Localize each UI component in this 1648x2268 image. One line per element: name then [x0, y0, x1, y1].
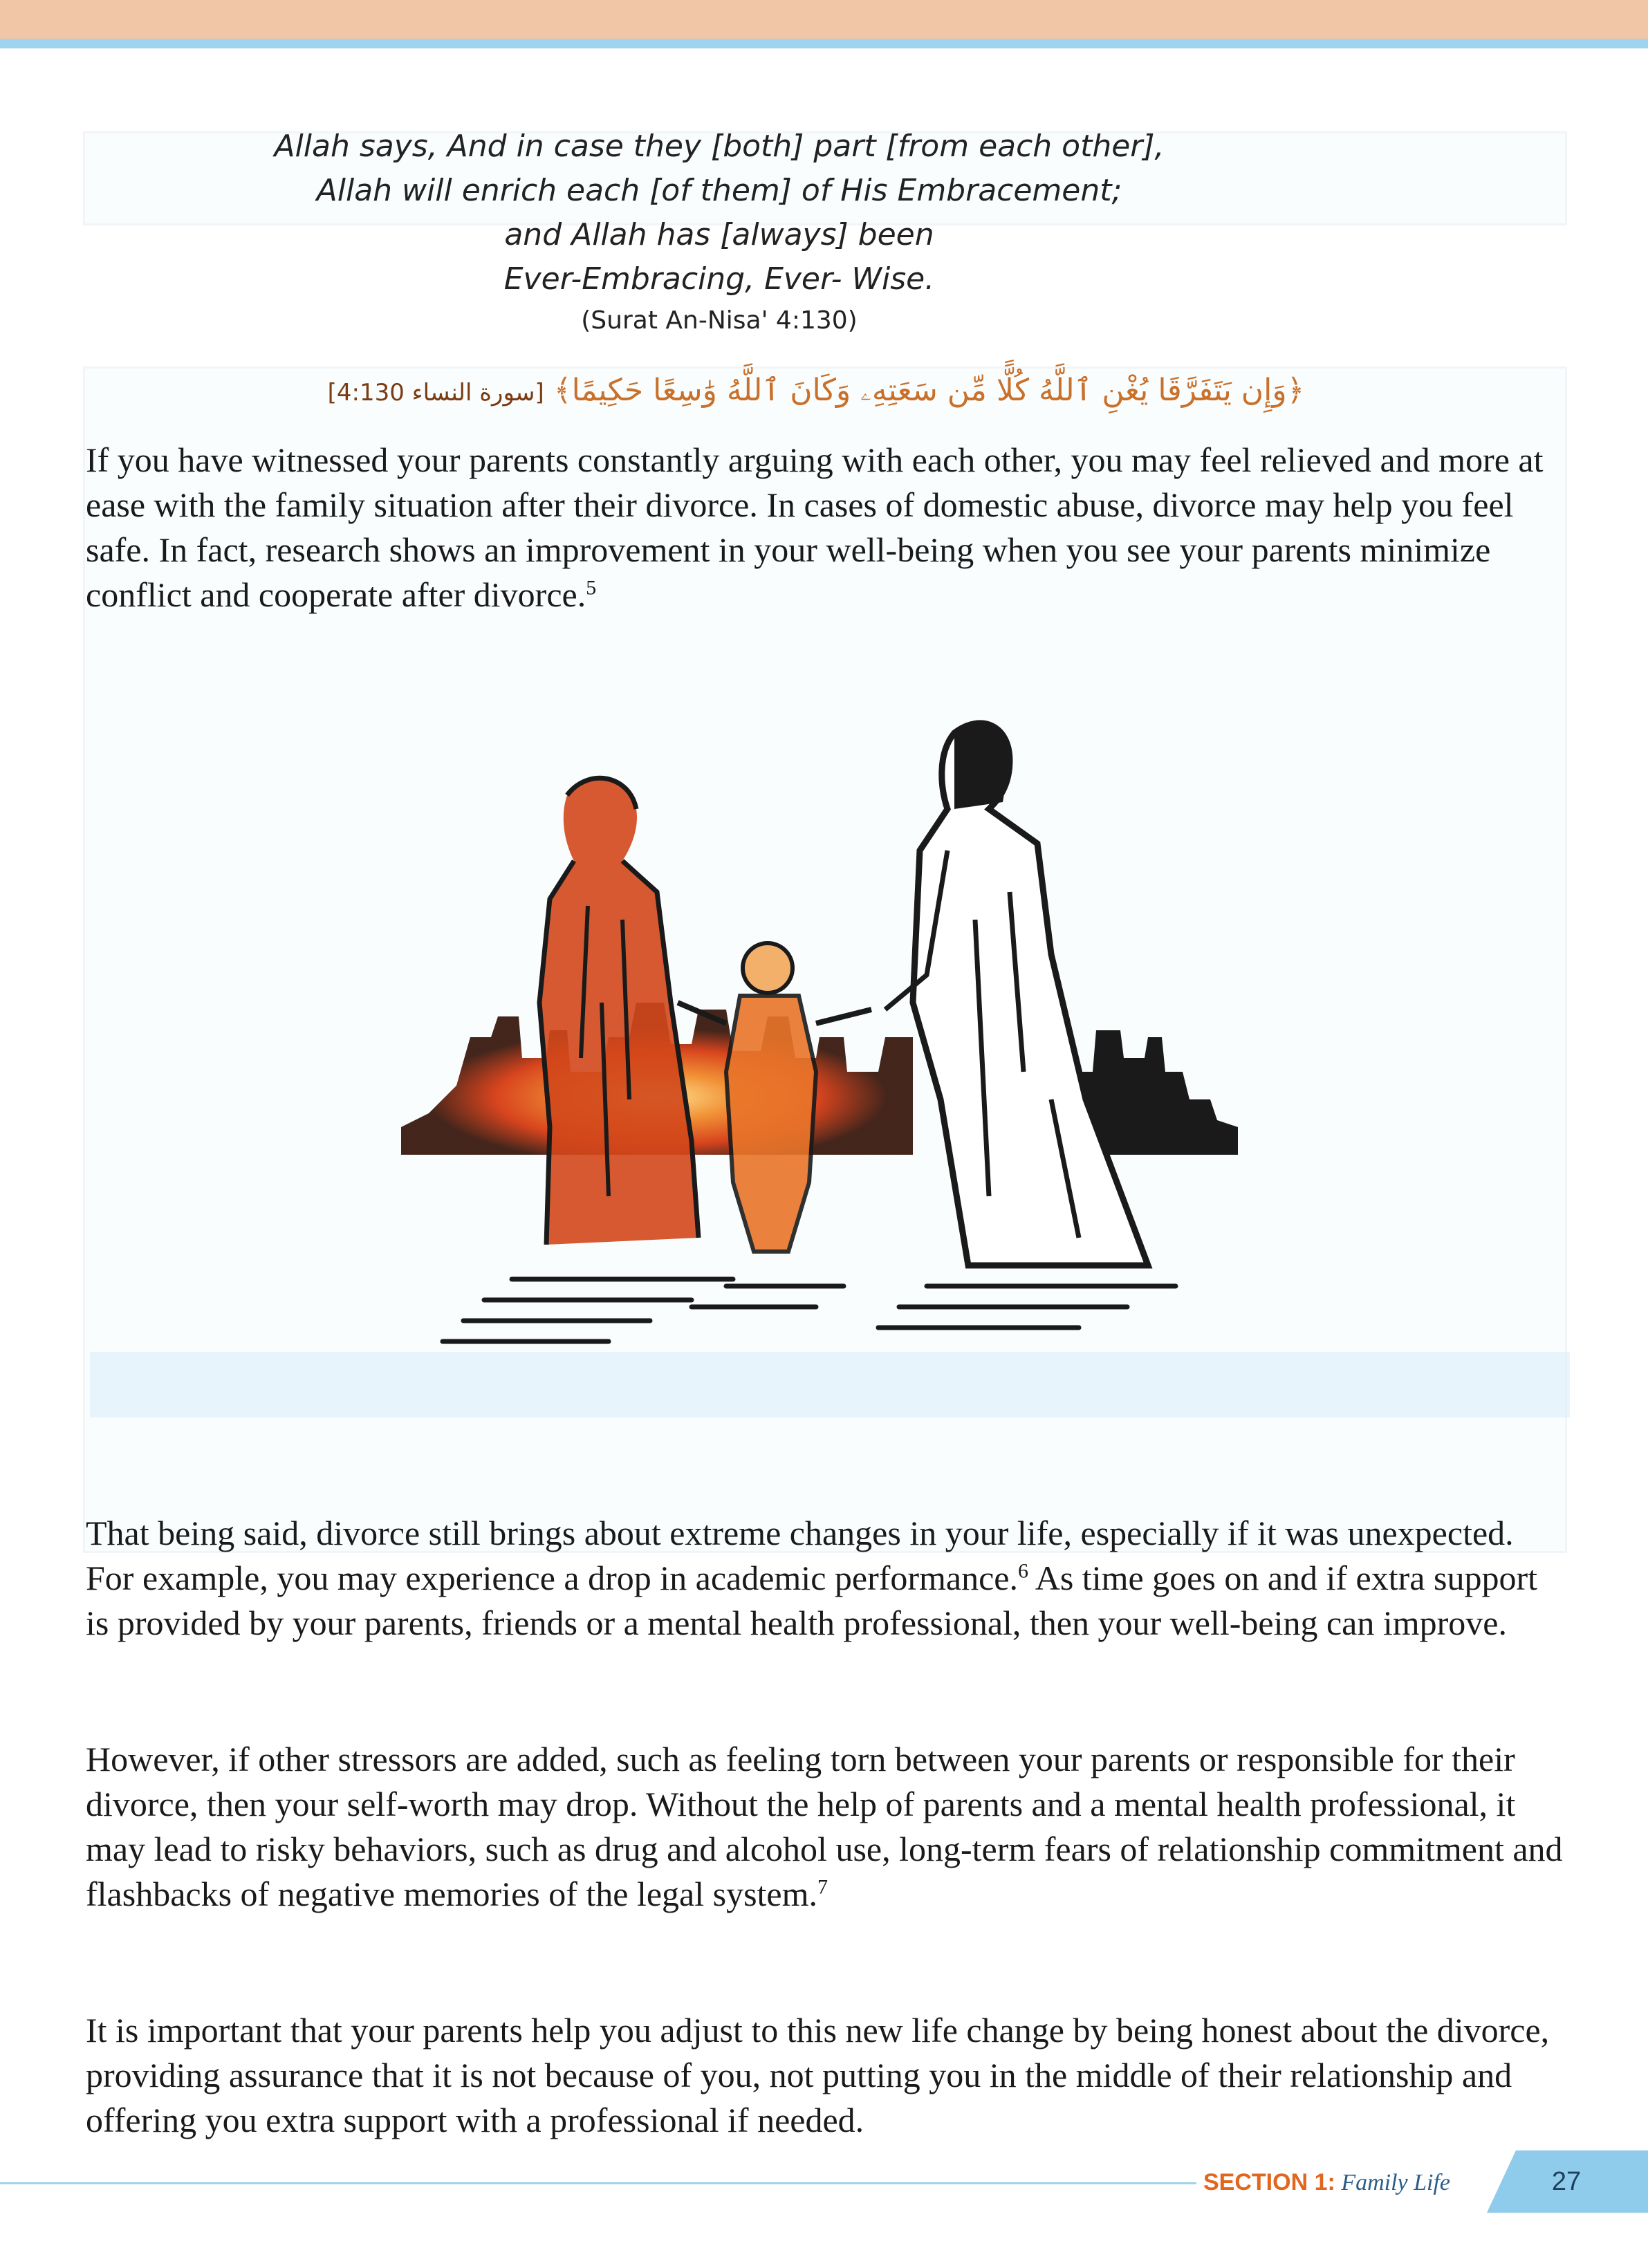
footnote-marker: 6 [1018, 1559, 1028, 1583]
paragraph-1 [86, 438, 1566, 617]
paragraph-1-text: If you have witnessed your parents constantly arguing with each other, you may feel relieved and more at ease with the family situation after their divorce. In cases of domestic abuse, divorce may help you feel safe. In fact, research shows an improvement in your well-being when you see your parents minimize conflict and cooperate after divorce. [86, 440, 1544, 614]
arabic-verse [304, 366, 1328, 415]
family-walking-illustration [401, 712, 1342, 1376]
quote-line: Allah says, And in case they [both] part [from each other], [274, 129, 1165, 164]
paragraph-2-text-continued: As time goes on and if extra support is provided by your parents, friends or a mental health professional, then your well-being can improve. [86, 1559, 1537, 1642]
top-blue-rule [0, 39, 1648, 48]
paragraph-2-text: That being said, divorce still brings about extreme changes in your life, especially if it was unexpected. For example, you may experience a drop in academic performance. [86, 1514, 1514, 1597]
footnote-marker: 5 [586, 576, 597, 599]
arabic-verse-text: ﴿وَإِن يَتَفَرَّقَا يُغْنِ ٱللَّهُ كُلًّا مِّن سَعَتِهِۦ وَكَانَ ٱللَّهُ وَٰسِعًا حَكِيمًا﴾ [553, 373, 1305, 408]
quote-reference: (Surat An-Nisa' 4:130) [581, 306, 858, 335]
quote-line: Allah will enrich each [of them] of His Embracement; [316, 173, 1122, 208]
arabic-verse-reference: [سورة النساء 4:130] [327, 379, 544, 407]
ground-lines-icon [443, 1279, 1176, 1341]
paragraph-4 [86, 2008, 1566, 2143]
section-number: SECTION 1: [1203, 2169, 1335, 2195]
paragraph-4-text: It is important that your parents help you adjust to this new life change by being honest about the divorce, providing assurance that it is not because of you, not putting you in the middle of their relationship and offering you extra support with a professional if needed. [86, 2011, 1550, 2139]
footer-rule [0, 2182, 1196, 2184]
mother-figure-icon [539, 778, 698, 1245]
quote-line: and Allah has [always] been [504, 217, 934, 252]
top-color-band [0, 0, 1648, 39]
page-number: 27 [1551, 2167, 1582, 2196]
section-title: Family Life [1341, 2170, 1451, 2195]
father-figure-icon [885, 723, 1148, 1265]
quote-line: Ever-Embracing, Ever- Wise. [503, 261, 935, 297]
quran-quote [207, 124, 1231, 340]
paragraph-3-text: However, if other stressors are added, such as feeling torn between your parents or responsible for their divorce, then your self-worth may drop. Without the help of parents and a mental health professional, it may lead to risky behaviors, such as drug and alcohol use, long-term fears of relationship commitment and flashbacks of negative memories of the legal system. [86, 1740, 1563, 1913]
footer-section-label [1203, 2163, 1450, 2202]
paragraph-2 [86, 1511, 1566, 1646]
city-skyline-icon [401, 1003, 1238, 1155]
footnote-marker: 7 [817, 1875, 828, 1899]
paragraph-3 [86, 1737, 1566, 1917]
